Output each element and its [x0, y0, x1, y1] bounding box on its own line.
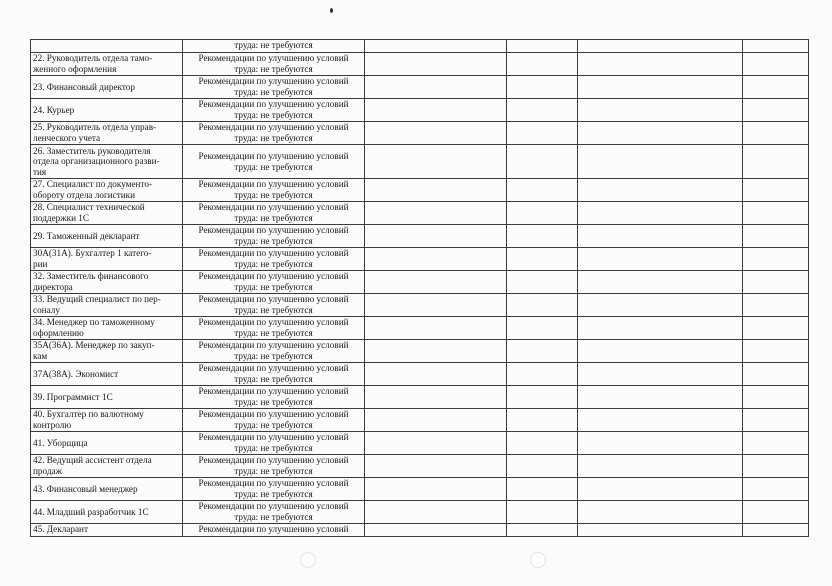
- empty-cell: [743, 40, 809, 53]
- empty-cell: [507, 145, 578, 179]
- table-row: [31, 386, 809, 409]
- position-cell: 32. Заместитель финансового директора: [31, 271, 183, 294]
- empty-cell: [507, 501, 578, 524]
- recommendation-cell: Рекомендации по улучшению условий труда: не требуются: [183, 225, 365, 248]
- empty-cell: [578, 455, 743, 478]
- empty-cell: [365, 363, 507, 386]
- position-cell: 34. Менеджер по таможенному оформлению: [31, 317, 183, 340]
- empty-cell: [743, 294, 809, 317]
- empty-cell: [743, 455, 809, 478]
- empty-cell: [578, 99, 743, 122]
- position-cell: 27. Специалист по документо- обороту отдела логистики: [31, 179, 183, 202]
- empty-cell: [578, 363, 743, 386]
- recommendation-cell: Рекомендации по улучшению условий труда: не требуются: [183, 294, 365, 317]
- recommendation-cell: Рекомендации по улучшению условий труда: не требуются: [183, 202, 365, 225]
- punch-hole-mark: [530, 552, 546, 568]
- empty-cell: [578, 40, 743, 53]
- empty-cell: [365, 340, 507, 363]
- empty-cell: [365, 76, 507, 99]
- empty-cell: [365, 179, 507, 202]
- empty-cell: [507, 248, 578, 271]
- empty-cell: [578, 478, 743, 501]
- position-cell: 40. Бухгалтер по валютному контролю: [31, 409, 183, 432]
- empty-cell: [507, 340, 578, 363]
- empty-cell: [578, 340, 743, 363]
- recommendation-cell: Рекомендации по улучшению условий труда: не требуются: [183, 179, 365, 202]
- empty-cell: [365, 455, 507, 478]
- table-row: [31, 40, 809, 53]
- empty-cell: [743, 478, 809, 501]
- table-row: [31, 501, 809, 524]
- empty-cell: [507, 524, 578, 537]
- recommendation-cell: Рекомендации по улучшению условий труда: не требуются: [183, 340, 365, 363]
- empty-cell: [507, 40, 578, 53]
- position-cell: 39. Программист 1С: [31, 386, 183, 409]
- empty-cell: [507, 294, 578, 317]
- table-row: [31, 317, 809, 340]
- empty-cell: [507, 179, 578, 202]
- empty-cell: [365, 317, 507, 340]
- empty-cell: [507, 99, 578, 122]
- empty-cell: [507, 432, 578, 455]
- position-cell: 25. Руководитель отдела управ- ленческого учета: [31, 122, 183, 145]
- empty-cell: [743, 179, 809, 202]
- punch-hole-mark: [300, 552, 316, 568]
- empty-cell: [365, 248, 507, 271]
- empty-cell: [743, 76, 809, 99]
- table-row: [31, 99, 809, 122]
- empty-cell: [578, 53, 743, 76]
- empty-cell: [578, 271, 743, 294]
- empty-cell: [365, 202, 507, 225]
- empty-cell: [365, 478, 507, 501]
- table-row: [31, 248, 809, 271]
- table-row: [31, 432, 809, 455]
- empty-cell: [743, 317, 809, 340]
- empty-cell: [365, 40, 507, 53]
- recommendation-cell: Рекомендации по улучшению условий труда: не требуются: [183, 386, 365, 409]
- recommendation-cell: Рекомендации по улучшению условий труда: не требуются: [183, 432, 365, 455]
- empty-cell: [507, 76, 578, 99]
- table-row: [31, 478, 809, 501]
- table-row: [31, 122, 809, 145]
- position-cell: 26. Заместитель руководителя отдела организационного разви- тия: [31, 145, 183, 179]
- empty-cell: [578, 76, 743, 99]
- empty-cell: [578, 248, 743, 271]
- table-row: [31, 340, 809, 363]
- position-cell: 23. Финансовый директор: [31, 76, 183, 99]
- empty-cell: [507, 363, 578, 386]
- empty-cell: [507, 53, 578, 76]
- empty-cell: [743, 409, 809, 432]
- empty-cell: [365, 145, 507, 179]
- empty-cell: [743, 501, 809, 524]
- position-cell: 43. Финансовый менеджер: [31, 478, 183, 501]
- table-row: [31, 409, 809, 432]
- recommendation-cell: Рекомендации по улучшению условий труда: не требуются: [183, 478, 365, 501]
- empty-cell: [743, 524, 809, 537]
- empty-cell: [743, 145, 809, 179]
- recommendation-cell: Рекомендации по улучшению условий труда: не требуются: [183, 501, 365, 524]
- empty-cell: [365, 271, 507, 294]
- position-cell: 22. Руководитель отдела тамо- женного оформления: [31, 53, 183, 76]
- position-cell: 24. Курьер: [31, 99, 183, 122]
- position-cell: 33. Ведущий специалист по пер- соналу: [31, 294, 183, 317]
- recommendation-cell: Рекомендации по улучшению условий труда: не требуются: [183, 145, 365, 179]
- recommendation-cell: Рекомендации по улучшению условий труда: не требуются: [183, 409, 365, 432]
- recommendation-cell: Рекомендации по улучшению условий труда: не требуются: [183, 53, 365, 76]
- empty-cell: [743, 248, 809, 271]
- empty-cell: [365, 432, 507, 455]
- empty-cell: [743, 432, 809, 455]
- table-row: [31, 271, 809, 294]
- empty-cell: [365, 386, 507, 409]
- recommendation-cell: Рекомендации по улучшению условий труда: не требуются: [183, 248, 365, 271]
- position-cell: [31, 40, 183, 53]
- position-cell: 30А(31А). Бухгалтер 1 катего- рии: [31, 248, 183, 271]
- empty-cell: [578, 294, 743, 317]
- empty-cell: [507, 225, 578, 248]
- recommendation-cell: Рекомендации по улучшению условий труда: не требуются: [183, 122, 365, 145]
- empty-cell: [578, 524, 743, 537]
- empty-cell: [743, 202, 809, 225]
- position-cell: 28. Специалист технической поддержки 1С: [31, 202, 183, 225]
- empty-cell: [507, 271, 578, 294]
- empty-cell: [743, 99, 809, 122]
- empty-cell: [365, 225, 507, 248]
- table-row: [31, 76, 809, 99]
- empty-cell: [507, 409, 578, 432]
- empty-cell: [365, 294, 507, 317]
- empty-cell: [507, 202, 578, 225]
- position-cell: 42. Ведущий ассистент отдела продаж: [31, 455, 183, 478]
- recommendation-cell: Рекомендации по улучшению условий труда: не требуются: [183, 455, 365, 478]
- empty-cell: [578, 122, 743, 145]
- recommendation-cell: труда: не требуются: [183, 40, 365, 53]
- empty-cell: [507, 122, 578, 145]
- empty-cell: [578, 225, 743, 248]
- table-row: [31, 455, 809, 478]
- empty-cell: [365, 122, 507, 145]
- table-body: [31, 40, 809, 537]
- empty-cell: [507, 386, 578, 409]
- empty-cell: [365, 99, 507, 122]
- table-row: [31, 524, 809, 537]
- empty-cell: [507, 455, 578, 478]
- recommendation-cell: Рекомендации по улучшению условий труда: не требуются: [183, 317, 365, 340]
- empty-cell: [578, 501, 743, 524]
- empty-cell: [578, 179, 743, 202]
- table-row: [31, 294, 809, 317]
- table-row: [31, 202, 809, 225]
- empty-cell: [743, 340, 809, 363]
- position-cell: 35А(36А). Менеджер по закуп- кам: [31, 340, 183, 363]
- empty-cell: [578, 202, 743, 225]
- table-row: [31, 145, 809, 179]
- recommendation-cell: Рекомендации по улучшению условий труда: не требуются: [183, 271, 365, 294]
- position-cell: 44. Младший разработчик 1С: [31, 501, 183, 524]
- table-row: [31, 363, 809, 386]
- empty-cell: [578, 145, 743, 179]
- table-row: [31, 179, 809, 202]
- empty-cell: [365, 524, 507, 537]
- table-row: [31, 225, 809, 248]
- position-cell: 37А(38А). Экономист: [31, 363, 183, 386]
- empty-cell: [743, 122, 809, 145]
- empty-cell: [365, 53, 507, 76]
- recommendation-cell: Рекомендации по улучшению условий: [183, 524, 365, 537]
- empty-cell: [743, 386, 809, 409]
- empty-cell: [507, 478, 578, 501]
- empty-cell: [365, 409, 507, 432]
- position-cell: 45. Декларант: [31, 524, 183, 537]
- position-cell: 41. Уборщица: [31, 432, 183, 455]
- table-row: [31, 53, 809, 76]
- empty-cell: [743, 363, 809, 386]
- empty-cell: [578, 432, 743, 455]
- position-cell: 29. Таможенный декларант: [31, 225, 183, 248]
- empty-cell: [507, 317, 578, 340]
- working-conditions-table: [30, 39, 809, 537]
- recommendation-cell: Рекомендации по улучшению условий труда: не требуются: [183, 99, 365, 122]
- empty-cell: [365, 501, 507, 524]
- empty-cell: [578, 409, 743, 432]
- recommendation-cell: Рекомендации по улучшению условий труда: не требуются: [183, 363, 365, 386]
- empty-cell: [743, 53, 809, 76]
- empty-cell: [578, 317, 743, 340]
- empty-cell: [743, 271, 809, 294]
- empty-cell: [743, 225, 809, 248]
- recommendation-cell: Рекомендации по улучшению условий труда: не требуются: [183, 76, 365, 99]
- empty-cell: [578, 386, 743, 409]
- scan-speck: [330, 8, 333, 13]
